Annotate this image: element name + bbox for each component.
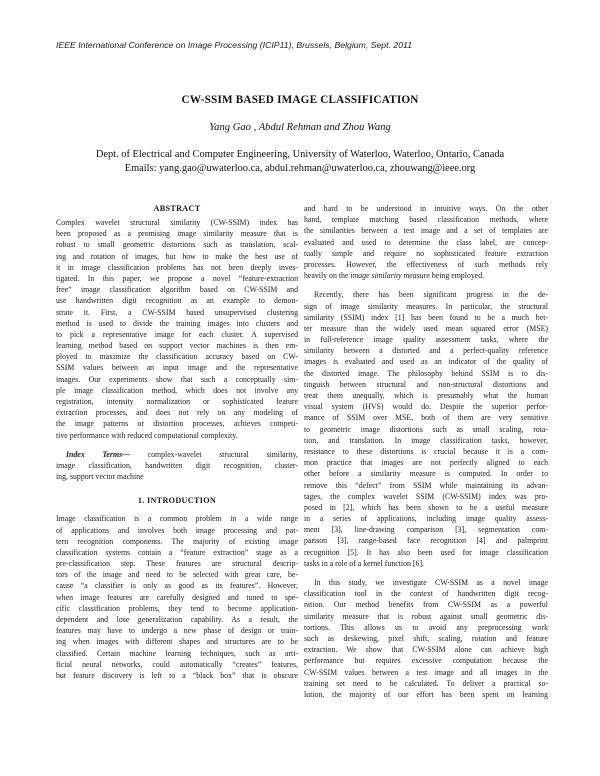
index-terms-line	[56, 449, 298, 460]
intro-line: cific classification problems, they tend to become application-	[56, 603, 298, 613]
affiliation-block	[0, 148, 600, 176]
abstract-line: ployed to maximize the classification accuracy based on CW-	[56, 352, 298, 362]
body-line: tasks in a role of a kernel function [6].	[304, 558, 425, 568]
abstract-line: strate it. First, a CW-SSIM based unsupervised clustering	[56, 307, 298, 317]
body-line: remove this “defect” from SSIM while maintaining its advan-	[304, 480, 548, 490]
body-line: posed in [2], which has been shown to be a useful measure	[304, 502, 548, 512]
body-line: nition. Our method benefits from CW-SSIM as a powerful	[304, 600, 548, 610]
body-line: In this study, we investigate CW-SSIM as a novel image	[314, 578, 548, 587]
intro-line: of applications and involves both image processing and pat-	[56, 525, 298, 535]
abstract-body	[56, 217, 298, 441]
body-line: lution, the majority of our effort has been spent on learning	[304, 689, 548, 699]
abstract-line: images. Our experiments show that such a conceptually sim-	[56, 374, 298, 384]
affiliation: Dept. of Electrical and Computer Engineering, University of Waterloo, Waterloo, Ontario, Canada	[95, 149, 505, 160]
body-line: parison [3], range-based face recognition [4] and palmprint	[304, 536, 548, 546]
intro-line: tors of the image and need to be selected with great care, be-	[56, 570, 298, 580]
right-paragraph-2	[304, 289, 548, 569]
spacer	[304, 281, 548, 289]
body-line: treat them unequally, which is presumably what the human	[304, 391, 548, 400]
intro-heading: 1. INTRODUCTION	[137, 496, 217, 506]
abstract-line: free” image classification algorithm based on CW-SSIM and	[56, 285, 298, 295]
index-terms-text: complex-wavelet structural similarity,	[129, 449, 298, 459]
body-line: evaluated and used to determine the class label, are concep-	[304, 237, 548, 247]
intro-line: ficial neural networks, could automatically “creates” features,	[56, 659, 298, 669]
emphasis-text: image similarity measure	[350, 271, 430, 281]
abstract-line: method is used to divide the training images into clusters and	[56, 318, 298, 328]
body-line: processes. However, the effectiveness of such methods rely	[304, 259, 548, 269]
body-line: in full-reference image quality assessment tasks, where the	[304, 335, 548, 345]
paper-title: CW-SSIM BASED IMAGE CLASSIFICATION	[181, 94, 419, 106]
left-column	[56, 203, 298, 681]
intro-line: pre-classification step. These features are structural descrip-	[56, 559, 298, 569]
abstract-line: tive performance with reduced computational complexity.	[56, 430, 238, 440]
body-line: tortions. This allows us to avoid any preprocessing work	[304, 622, 548, 632]
abstract-line: tigated. In this paper, we propose a novel “feature-extraction	[56, 273, 298, 283]
abstract-line: the image patterns or distortion processes, achieves competi-	[56, 419, 298, 429]
abstract-line: learning method based on support vector machines is then em-	[56, 341, 298, 351]
spacer	[304, 569, 548, 577]
body-line: Recently, there has been significant progress in the de-	[314, 290, 548, 300]
body-line: the similarities between a test image and a set of templates are	[304, 226, 548, 236]
abstract-line: SSIM values between an input image and the representative	[56, 363, 298, 373]
intro-line: Image classification is a common problem in a wide range	[56, 514, 298, 524]
abstract-line: it in image classification problems has not been deeply inves-	[56, 262, 298, 272]
abstract-heading: ABSTRACT	[153, 204, 201, 213]
conference-header: IEEE International Conference on Image Processing (ICIP11), Brussels, Belgium, Sept. 2011	[56, 40, 413, 50]
right-paragraph-1	[304, 203, 548, 281]
intro-line: features may have to undergo a new phase of design or train-	[56, 626, 298, 636]
abstract-line: been proposed as a promising image similarity measure that is	[56, 229, 298, 239]
body-line: tion, and translation. In image classification tasks, however,	[304, 435, 548, 445]
intro-line: but feature discovery is left to a “black box” that is obscure	[56, 670, 298, 680]
abstract-line: use handwritten digit recognition as an example to demon-	[56, 296, 298, 306]
body-line: ter measure than the widely used mean squared error (MSE)	[304, 323, 548, 333]
emails: Emails: yang.gao@uwaterloo.ca, abdul.rehman@uwaterloo.ca, zhouwang@ieee.org	[124, 163, 476, 174]
body-line: performance but requires excessive computation because the	[304, 656, 548, 666]
intro-line: ing when images with different shapes and structures are to be	[56, 637, 298, 647]
body-line: similarity measure that is robust against small geometric dis-	[304, 611, 548, 621]
intro-line: when image features are carefully designed and tuned to spe-	[56, 592, 298, 602]
body-line: tinguish between structural and non-structural distortions and	[304, 379, 548, 389]
body-line: in a series of applications, including image quality assess-	[304, 514, 548, 524]
body-line: resistance to these distortions is crucial because it is a com-	[304, 446, 548, 456]
body-line: the distorted image. The philosophy behind SSIM is to dis-	[304, 368, 548, 378]
body-line: hand, template matching based classification methods, where	[304, 215, 548, 225]
body-line: extraction. We show that CW-SSIM alone can achieve high	[304, 645, 548, 655]
body-line: tually simple and require no sophisticated feature extraction	[304, 248, 548, 258]
abstract-line: registration, intensity normalization or sophisticated feature	[56, 397, 298, 406]
body-text: being employed.	[429, 271, 485, 281]
abstract-line: Complex wavelet structural similarity (CW-SSIM) index has	[56, 218, 298, 227]
body-line: such as deskewing, pixel shift, scaling, rotation and feature	[304, 633, 548, 643]
intro-line: dependent and lose generalization capability. As a result, the	[56, 615, 298, 624]
body-line: CW-SSIM values between a test image and all images in the	[304, 667, 548, 677]
intro-line: cause “a classifier is only as good as its features”. However,	[56, 581, 298, 591]
body-line: similarity (SSIM) index [1] has been found to be a much bet-	[304, 312, 548, 322]
spacer	[56, 441, 298, 449]
abstract-line: ing and rotation of images, but how to make the best use of	[56, 251, 298, 261]
body-line	[304, 270, 548, 281]
intro-line: classification systems contain a “feature extraction” stage as a	[56, 547, 298, 557]
body-line: sign of image similarity measures. In particular, the structural	[304, 301, 548, 311]
body-line: training set need to be calculated. To deliver a practical so-	[304, 678, 548, 688]
abstract-line: to pick a representative image for each cluster. A supervised	[56, 329, 298, 339]
body-line: to geometric image distortions such as small scaling, rota-	[304, 424, 548, 434]
spacer	[56, 482, 298, 495]
right-column	[304, 203, 548, 700]
body-line: and hard to be understood in intuitive ways. On the other	[304, 204, 548, 213]
intro-line: classified. Certain machine learning techniques, such as arti-	[56, 648, 298, 658]
body-line: visual system (HVS) would do. Despite the superior perfor-	[304, 402, 548, 412]
index-terms	[56, 449, 298, 483]
body-line: images is evaluated and used as an indicator of the quality of	[304, 357, 548, 367]
body-line: ment [3], line-drawing comparison [3], segmentation com-	[304, 525, 548, 535]
body-line: tages, the complex wavelet SSIM (CW-SSIM) index was pro-	[304, 491, 548, 501]
abstract-line: robust to small geometric distortions such as translation, scal-	[56, 240, 298, 250]
body-line: mon practice that images are not perfectly aligned to each	[304, 458, 548, 468]
body-line: mance of SSIM over MSE, both of them are very sensitive	[304, 413, 548, 423]
body-line: other before a similarity measure is computed. In order to	[304, 469, 548, 479]
author-list: Yang Gao , Abdul Rehman and Zhou Wang	[209, 122, 391, 133]
index-terms-line: ing, support vector machine	[56, 472, 144, 482]
index-terms-label: Index Terms—	[66, 449, 130, 459]
index-terms-line: image classification, handwritten digit recognition, cluster-	[56, 460, 298, 470]
intro-body	[56, 513, 298, 681]
right-paragraph-3	[304, 577, 548, 700]
body-text: heavily on the	[304, 271, 351, 281]
body-line: classification tool in the context of handwritten digit recog-	[304, 589, 548, 599]
body-line: recognition [5]. It has also been used for image classification	[304, 547, 548, 557]
abstract-line: ple image classification method, which does not involve any	[56, 385, 298, 395]
intro-line: tern recognition components. The majority of existing image	[56, 536, 298, 546]
abstract-line: extraction processes, and does not rely on any modeling of	[56, 408, 298, 418]
body-line: similarity between a distorted and a perfect-quality reference	[304, 346, 548, 356]
